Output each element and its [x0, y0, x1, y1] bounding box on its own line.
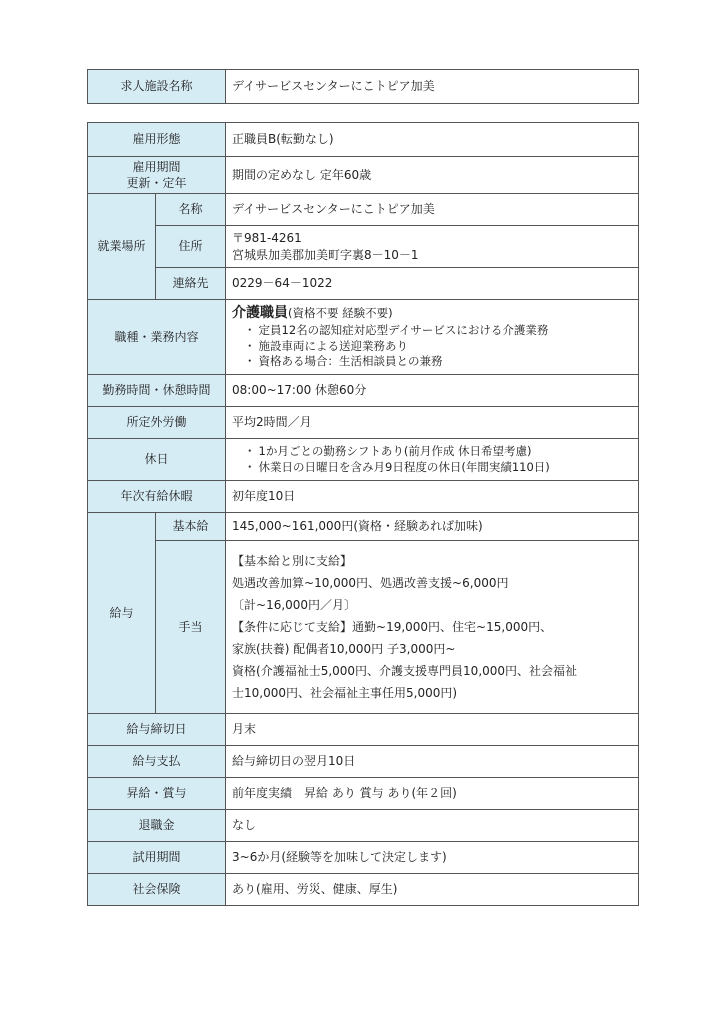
duties-value [226, 300, 639, 375]
list-item: ・ 休業日の日曜日を含み月9日程度の休日(年間実績110日) [244, 460, 638, 476]
holidays-list [232, 444, 638, 475]
salary-base-row [88, 513, 639, 541]
workplace-contact-row [88, 268, 639, 300]
probation-value: 3~6か月(経験等を加味して決定します) [226, 842, 639, 874]
employment-period-row [88, 157, 639, 194]
holidays-label: 休日 [88, 439, 226, 481]
payday-value: 給与締切日の翌月10日 [226, 746, 639, 778]
insurance-value: あり(雇用、労災、健康、厚生) [226, 874, 639, 906]
workplace-address: 宮城県加美郡加美町字裏8－10－1 [232, 247, 419, 262]
employment-period-label-line1: 雇用期間 [132, 159, 181, 174]
workplace-address-row [88, 226, 639, 268]
hours-value: 08:00~17:00 休憩60分 [226, 375, 639, 407]
hours-row [88, 375, 639, 407]
hours-label: 勤務時間・休憩時間 [88, 375, 226, 407]
cutoff-label: 給与締切日 [88, 714, 226, 746]
duties-label: 職種・業務内容 [88, 300, 226, 375]
insurance-label: 社会保険 [88, 874, 226, 906]
workplace-name-value: デイサービスセンターにこトピア加美 [226, 194, 639, 226]
probation-label: 試用期間 [88, 842, 226, 874]
allowance-line: 〔計~16,000円／月〕 [232, 598, 357, 612]
duties-row [88, 300, 639, 375]
employment-period-value: 期間の定めなし 定年60歳 [226, 157, 639, 194]
paid-leave-value: 初年度10日 [226, 481, 639, 513]
holidays-value [226, 439, 639, 481]
allowance-line: 【条件に応じて支給】通勤~19,000円、住宅~15,000円、 [232, 620, 553, 634]
workplace-address-value [226, 226, 639, 268]
overtime-label: 所定外労働 [88, 407, 226, 439]
salary-allowance-label: 手当 [156, 541, 226, 714]
workplace-contact-label: 連絡先 [156, 268, 226, 300]
salary-allowance-value [226, 541, 639, 714]
workplace-address-label: 住所 [156, 226, 226, 268]
cutoff-row [88, 714, 639, 746]
facility-name-table [87, 69, 639, 104]
allowance-line: 士10,000円、社会福祉主事任用5,000円) [232, 686, 458, 700]
workplace-contact-value: 0229－64－1022 [226, 268, 639, 300]
workplace-name-row [88, 194, 639, 226]
job-details-table [87, 122, 639, 906]
cutoff-value: 月末 [226, 714, 639, 746]
list-item: ・ 定員12名の認知症対応型デイサービスにおける介護業務 [244, 323, 638, 339]
retirement-label: 退職金 [88, 810, 226, 842]
duties-heading [232, 304, 638, 323]
employment-period-label [88, 157, 226, 194]
list-item: ・ 資格ある場合：生活相談員との兼務 [244, 354, 638, 370]
raise-bonus-value: 前年度実績 昇給 あり 賞与 あり(年２回) [226, 778, 639, 810]
allowance-line: 処遇改善加算~10,000円、処遇改善支援~6,000円 [232, 576, 509, 590]
raise-bonus-label: 昇給・賞与 [88, 778, 226, 810]
workplace-label: 就業場所 [88, 194, 156, 300]
list-item: ・ 1か月ごとの勤務シフトあり(前月作成 休日希望考慮) [244, 444, 638, 460]
workplace-postal: 〒981-4261 [232, 231, 302, 246]
employment-type-value: 正職員B(転勤なし) [226, 123, 639, 157]
probation-row [88, 842, 639, 874]
duties-list [232, 323, 638, 370]
paid-leave-label: 年次有給休暇 [88, 481, 226, 513]
salary-label: 給与 [88, 513, 156, 714]
workplace-name-label: 名称 [156, 194, 226, 226]
paid-leave-row [88, 481, 639, 513]
employment-period-label-line2: 更新・定年 [126, 176, 187, 190]
salary-allowance-row [88, 541, 639, 714]
insurance-row [88, 874, 639, 906]
salary-base-value: 145,000~161,000円(資格・経験あれば加味) [226, 513, 639, 541]
employment-type-row [88, 123, 639, 157]
payday-row [88, 746, 639, 778]
salary-base-label: 基本給 [156, 513, 226, 541]
retirement-value: なし [226, 810, 639, 842]
retirement-row [88, 810, 639, 842]
duties-title: 介護職員 [232, 305, 289, 322]
facility-label: 求人施設名称 [88, 70, 226, 104]
allowance-line: 資格(介護福祉士5,000円、介護支援専門員10,000円、社会福祉 [232, 664, 578, 678]
employment-type-label: 雇用形態 [88, 123, 226, 157]
facility-row [88, 70, 639, 104]
list-item: ・ 施設車両による送迎業務あり [244, 339, 638, 355]
allowance-line: 家族(扶養) 配偶者10,000円 子3,000円~ [232, 642, 456, 656]
overtime-value: 平均2時間／月 [226, 407, 639, 439]
raise-bonus-row [88, 778, 639, 810]
holidays-row [88, 439, 639, 481]
facility-value: デイサービスセンターにこトピア加美 [226, 70, 639, 104]
payday-label: 給与支払 [88, 746, 226, 778]
overtime-row [88, 407, 639, 439]
allowance-line: 【基本給と別に支給】 [232, 554, 353, 568]
duties-title-note: (資格不要 経験不要) [288, 306, 393, 321]
